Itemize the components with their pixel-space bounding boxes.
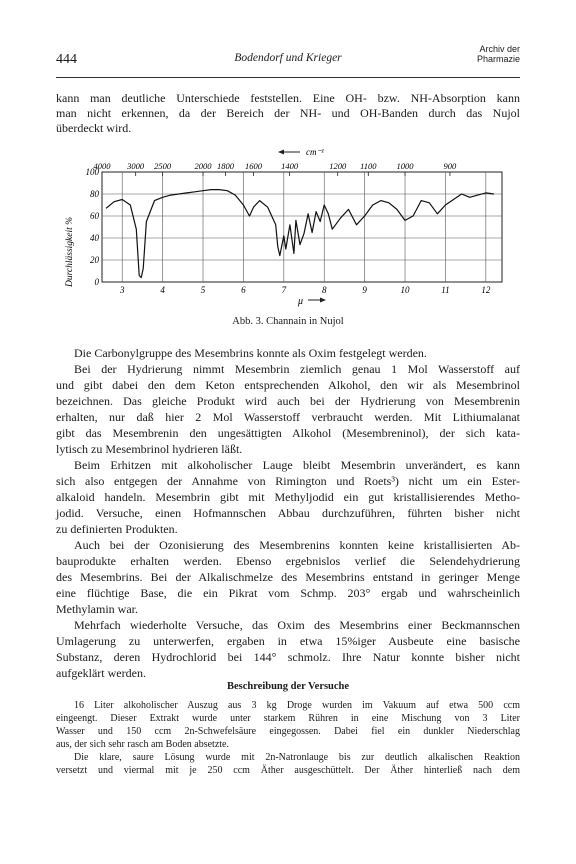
top-tick-label: 2500 bbox=[154, 161, 172, 171]
journal-line-1: Archiv der bbox=[479, 44, 520, 54]
x-tick-label: 3 bbox=[119, 285, 125, 295]
x-tick-label: 10 bbox=[400, 285, 410, 295]
journal-name bbox=[477, 44, 520, 64]
bottom-axis-unit bbox=[297, 296, 326, 307]
x-tick-label: 8 bbox=[321, 285, 327, 295]
body-line: Umlagerung zu unterwerfen, ergaben in etwa 15%iger Ausbeute eine basische bbox=[56, 634, 520, 648]
y-tick-label: 80 bbox=[90, 189, 99, 199]
x-tick-label: 7 bbox=[281, 285, 287, 295]
top-tick-label: 4000 bbox=[93, 161, 111, 171]
running-title: Bodendorf und Krieger bbox=[234, 52, 342, 64]
top-axis-unit bbox=[278, 147, 324, 157]
body-line: erhalten, nur daß hier 2 Mol Wasserstoff verbraucht werden. Mit Lithiumalanat bbox=[56, 410, 520, 424]
y-axis-label: Durchlässigkeit % bbox=[65, 216, 75, 288]
top-axis-unit-label: cm⁻¹ bbox=[306, 147, 324, 157]
journal-line-2: Pharmazie bbox=[476, 54, 520, 64]
intro-line: überdeckt wird. bbox=[56, 121, 132, 135]
body-line: bauprodukte erhalten werden. Ebenso ergebnislos verlief die Selendehydrierung bbox=[56, 554, 520, 568]
body-line: lytisch zu Mesembrinol hydrieren läßt. bbox=[56, 442, 243, 456]
y-tick-label: 100 bbox=[85, 167, 99, 177]
body-line: alkaloid handeln. Mesembrin gibt mit Methyljodid ein gut kristallisierendes Metho- bbox=[56, 490, 520, 504]
body-line: des Mesembrins. Bei der Alkalischmelze des Mesembrins entstand in geringer Menge bbox=[56, 570, 520, 584]
page-header bbox=[56, 44, 520, 74]
y-tick-label: 20 bbox=[90, 255, 99, 265]
experimental-line: 16 Liter alkoholischer Auszug aus 3 kg Droge wurden im Vakuum auf etwa 500 ccm bbox=[74, 700, 520, 711]
bottom-axis-unit-label: μ bbox=[298, 296, 304, 307]
top-tick-label: 1000 bbox=[396, 161, 414, 171]
intro-line: man nicht erkennen, da der Bereich der NH- und OH-Banden durch das Nujol bbox=[56, 106, 520, 120]
spectrum-line bbox=[106, 190, 494, 278]
x-tick-label: 12 bbox=[481, 285, 491, 295]
chart-curve-group bbox=[106, 190, 494, 278]
top-tick-label: 2000 bbox=[194, 161, 212, 171]
y-tick-label: 60 bbox=[90, 211, 99, 221]
figure-caption: Abb. 3. Channain in Nujol bbox=[232, 316, 344, 327]
top-tick-label: 1600 bbox=[245, 161, 263, 171]
chart-grid bbox=[102, 172, 502, 282]
ir-spectrum-chart bbox=[56, 146, 520, 310]
body-line: jodid. Versuche, einen Hofmannschen Abbau durchzuführen, führten bisher nicht bbox=[56, 506, 520, 520]
experimental-line: Wasser und 150 ccm 2n-Schwefelsäure eingegossen. Dabei fiel ein dunkler Niederschlag bbox=[56, 726, 520, 737]
experimental-line: aus, der sich sehr rasch am Boden absetzte. bbox=[56, 739, 229, 750]
body-line: zu definierten Produkten. bbox=[56, 522, 178, 536]
top-tick-label: 1200 bbox=[329, 161, 347, 171]
top-tick-label: 1800 bbox=[216, 161, 234, 171]
body-line: Bei der Hydrierung nimmt Mesembrin ziemlich genau 1 Mol Wasserstoff auf bbox=[74, 362, 520, 376]
page-number: 444 bbox=[56, 52, 77, 67]
experimental-line: versetzt und viermal mit je 250 ccm Äther ausgeschüttelt. Der Äther hinterließ nach dem bbox=[56, 765, 520, 776]
header-rule bbox=[56, 77, 520, 78]
body-line: Substanz, deren Hydrochlorid bei 144° schmolz. Ihre Natur konnte bisher nicht bbox=[56, 650, 520, 664]
experimental-line: Die klare, saure Lösung wurde mit 2n-Natronlauge bis zur deutlich alkalischen Reaktion bbox=[74, 752, 520, 763]
plot-frame bbox=[102, 172, 502, 282]
body-line: bezeichnen. Das gleiche Produkt wird auch bei der Hydrierung von Mesembrenin bbox=[56, 394, 520, 408]
body-line: Methylamin war. bbox=[56, 602, 138, 616]
y-tick-label: 40 bbox=[90, 233, 99, 243]
x-tick-label: 4 bbox=[160, 285, 165, 295]
top-tick-label: 900 bbox=[443, 161, 457, 171]
body-line: und gibt dabei den dem Keton entsprechenden Alkohol, den wir als Mesembrinol bbox=[56, 378, 520, 392]
x-tick-label: 5 bbox=[200, 285, 206, 295]
body-line: Mehrfach wiederholte Versuche, das Oxim des Mesembrins einer Beckmannschen bbox=[74, 618, 520, 632]
body-line: Beim Erhitzen mit alkoholischer Lauge bleibt Mesembrin unverändert, es kann bbox=[74, 458, 520, 472]
x-tick-label: 9 bbox=[362, 285, 367, 295]
body-line: sich also entgegen der Annahme von Rimington und Roets³) nicht um ein Ester- bbox=[56, 474, 520, 488]
body-line: Auch bei der Ozonisierung des Mesembrenins konnten keine kristallisierten Ab- bbox=[74, 538, 520, 552]
experimental-line: eingeengt. Dieser Extrakt wurde unter starkem Rühren in eine Mischung von 3 Liter bbox=[56, 713, 520, 724]
body-line: aufgeklärt werden. bbox=[56, 666, 146, 680]
body-line: eine flüchtige Base, die ein Pikrat vom Schmp. 203° ergab und wahrscheinlich bbox=[56, 586, 520, 600]
section-heading: Beschreibung der Versuche bbox=[226, 681, 350, 692]
top-tick-label: 1100 bbox=[360, 161, 377, 171]
top-tick-label: 3000 bbox=[127, 161, 145, 171]
body-line: gibt das Mesembrenin den ungesättigten Alkohol (Mesembreninol), der sich kata- bbox=[56, 426, 520, 440]
y-tick-label: 0 bbox=[94, 277, 99, 287]
top-tick-label: 1400 bbox=[281, 161, 299, 171]
x-tick-label: 11 bbox=[441, 285, 450, 295]
intro-line: kann man deutliche Unterschiede feststellen. Eine OH- bzw. NH-Absorption kann bbox=[56, 91, 520, 105]
body-line: Die Carbonylgruppe des Mesembrins konnte als Oxim festgelegt werden. bbox=[74, 346, 427, 360]
x-tick-label: 6 bbox=[241, 285, 246, 295]
